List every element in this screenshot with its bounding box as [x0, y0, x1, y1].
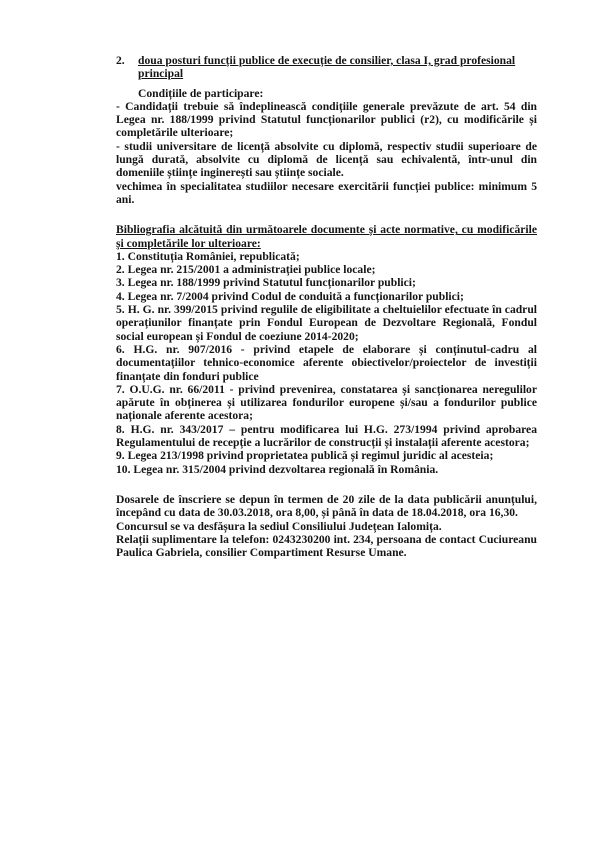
conditions-heading: Condițiile de participare: [138, 86, 264, 100]
condition-text-1: - Candidații trebuie să îndeplinească condițiile generale prevăzute de art. 54 din Legea nr. 188/1999 privind Statutul funcționarilor publici (r2), cu modificările și completările ulterioare; [116, 99, 537, 140]
bibliography-item: 8. H.G. nr. 343/2017 – pentru modificarea lui H.G. 273/1994 privind aprobarea Regulamentului de recepție a lucrărilor de construcții și instalații aferente acestora; [116, 422, 537, 450]
condition-paragraph-2 [116, 140, 537, 180]
bibliography-item: 3. Legea nr. 188/1999 privind Statutul funcționarilor publici; [116, 276, 416, 290]
bibliography-item: 10. Legea nr. 315/2004 privind dezvoltarea regională în România. [116, 462, 439, 476]
condition-paragraph-3 [116, 180, 537, 207]
condition-text-3: vechimea în specialitatea studiilor necesare exercitării funcției publice: minimum 5 ani. [116, 179, 537, 206]
section-heading [116, 54, 537, 81]
location-paragraph: Concursul se va desfășura la sediul Consiliului Județean Ialomița. [116, 519, 442, 533]
section-title: doua posturi funcții publice de execuție de consilier, clasa I, grad profesional principal [138, 54, 516, 81]
contact-paragraph: Relații suplimentare la telefon: 0243230200 int. 234, persoana de contact Cuciureanu Paulica Gabriela, consilier Compartiment Resurse Umane. [116, 532, 537, 560]
bibliography-item: 2. Legea nr. 215/2001 a administrației publice locale; [116, 263, 376, 277]
bibliography-list [116, 250, 537, 476]
section-number: 2. [116, 54, 125, 67]
condition-text-2: - studii universitare de licență absolvite cu diplomă, respectiv studii superioare de lungă durată, absolvite cu diplomă de licență sau echivalentă, într-unul din domeniile științe inginerești sau științe sociale. [116, 139, 537, 180]
bibliography-item: 6. H.G. nr. 907/2016 - privind etapele de elaborare și conținutul-cadru al documentațiilor tehnico-economice aferente obiectivelor/proiectelor de investiții finanțate din fonduri publice [116, 342, 537, 383]
document-body [116, 54, 537, 559]
bibliography-item: 4. Legea nr. 7/2004 privind Codul de conduită a funcționarilor publici; [116, 289, 464, 303]
condition-paragraph-1 [116, 100, 537, 140]
bibliography-item: 5. H. G. nr. 399/2015 privind regulile de eligibilitate a cheltuielilor efectuate în cadrul operațiunilor finanțate prin Fondul European de Dezvoltare Regională, Fondul social european și Fondul de coeziune 2014-2020; [116, 303, 537, 343]
bibliography-item: 9. Legea 213/1998 privind proprietatea publică și regimul juridic al acesteia; [116, 449, 494, 463]
bibliography-heading: Bibliografia alcătuită din următoarele documente și acte normative, cu modificările și completările lor ulterioare: [116, 223, 537, 250]
bibliography-item: 1. Constituția României, republicată; [116, 249, 300, 263]
dossier-paragraph: Dosarele de înscriere se depun în termen de 20 zile de la data publicării anunțului, începând cu data de 30.03.2018, ora 8,00, și până în data de 18.04.2018, ora 16,30. [116, 492, 537, 520]
bibliography-item: 7. O.U.G. nr. 66/2011 - privind prevenirea, constatarea și sancționarea neregulilor apărute în obținerea și utilizarea fondurilor europene și/sau a fondurilor publice naționale aferente acestora; [116, 382, 537, 423]
